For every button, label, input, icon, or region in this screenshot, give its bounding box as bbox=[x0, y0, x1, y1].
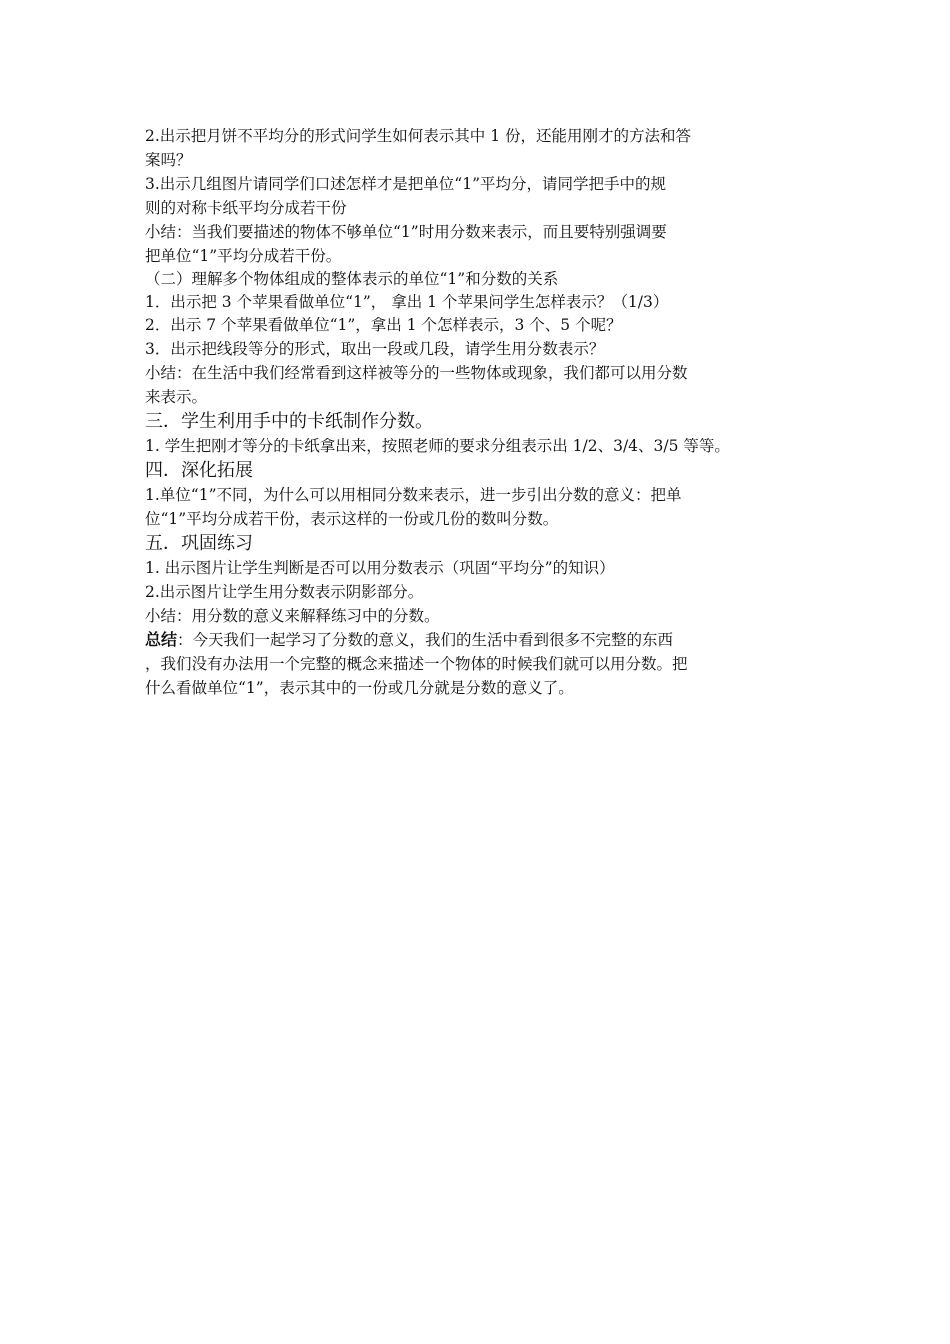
text-line: 2.出示把月饼不平均分的形式问学生如何表示其中 1 份，还能用刚才的方法和答 bbox=[145, 127, 692, 145]
section-heading-5: 五．巩固练习 bbox=[145, 533, 253, 554]
text-line: 2．出示 7 个苹果看做单位“1”，拿出 1 个怎样表示，3 个、5 个呢？ bbox=[145, 316, 622, 334]
section-heading-4: 四．深化拓展 bbox=[145, 460, 253, 481]
document-page bbox=[145, 124, 825, 700]
summary-note: 小结：当我们要描述的物体不够单位“1”时用分数来表示，而且要特别强调要 bbox=[145, 223, 667, 241]
text-line: ，我们没有办法用一个完整的概念来描述一个物体的时候我们就可以用分数。把 bbox=[145, 655, 688, 673]
text-line: 3．出示把线段等分的形式，取出一段或几段，请学生用分数表示？ bbox=[145, 340, 605, 358]
text-line: 则的对称卡纸平均分成若干份 bbox=[145, 199, 347, 217]
text-line: 来表示。 bbox=[145, 388, 208, 406]
text-line: 1. 出示图片让学生判断是否可以用分数表示（巩固“平均分”的知识） bbox=[145, 559, 615, 577]
text-line: 位“1”平均分成若干份，表示这样的一份或几份的数叫分数。 bbox=[145, 510, 559, 528]
text-line: 2.出示图片让学生用分数表示阴影部分。 bbox=[145, 583, 424, 601]
text-line: 3.出示几组图片请同学们口述怎样才是把单位“1”平均分，请同学把手中的规 bbox=[145, 175, 667, 193]
summary-paragraph bbox=[145, 628, 825, 652]
summary-title: 总结 bbox=[145, 630, 178, 649]
text-line: 1.单位“1”不同，为什么可以用相同分数来表示，进一步引出分数的意义：把单 bbox=[145, 486, 682, 504]
text-line: 1．出示把 3 个苹果看做单位“1”， 拿出 1 个苹果问学生怎样表示？（1/3） bbox=[145, 293, 669, 311]
summary-text: ：今天我们一起学习了分数的意义，我们的生活中看到很多不完整的东西 bbox=[177, 631, 674, 649]
text-line: 把单位“1”平均分成若干份。 bbox=[145, 247, 342, 265]
text-line: 什么看做单位“1”，表示其中的一份或几分就是分数的意义了。 bbox=[145, 679, 574, 697]
text-line: 案吗？ bbox=[145, 151, 192, 169]
text-line: 1. 学生把刚才等分的卡纸拿出来，按照老师的要求分组表示出 1/2、3/4、3/5 等等。 bbox=[145, 437, 730, 455]
summary-note: 小结：用分数的意义来解释练习中的分数。 bbox=[145, 607, 440, 625]
summary-note: 小结：在生活中我们经常看到这样被等分的一些物体或现象，我们都可以用分数 bbox=[145, 364, 688, 382]
subsection-heading: （二）理解多个物体组成的整体表示的单位“1”和分数的关系 bbox=[145, 270, 559, 288]
section-heading-3: 三．学生利用手中的卡纸制作分数。 bbox=[145, 411, 433, 432]
